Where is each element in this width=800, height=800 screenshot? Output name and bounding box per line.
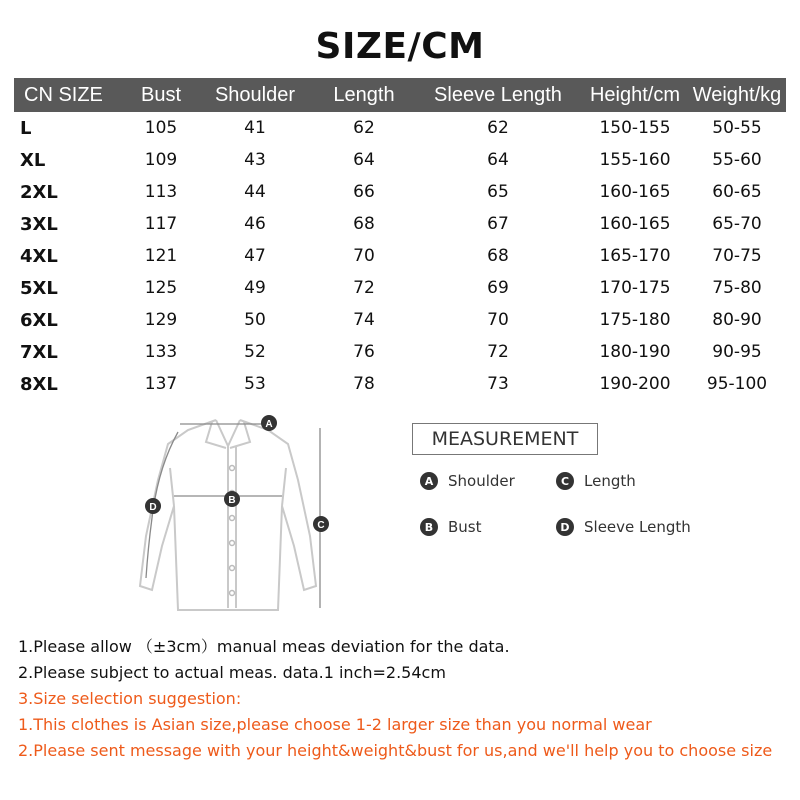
table-cell: 70-75 [712,246,762,266]
header-height: Height/cm [582,78,688,112]
table-cell: 64 [487,150,509,170]
table-cell: 117 [144,214,178,234]
legend-label: Sleeve Length [584,518,691,536]
table-row [14,368,786,400]
table-cell: 50 [244,310,266,330]
legend-label: Length [584,472,636,490]
table-cell: 160-165 [599,214,671,234]
table-cell: 60-65 [712,182,762,202]
table-cell: 129 [144,310,178,330]
table-row [14,272,786,304]
notes-section [18,634,788,764]
size-label-cell: 8XL [20,373,58,395]
table-cell: 64 [353,150,375,170]
marker-a-icon: A [420,472,438,490]
table-cell: 175-180 [599,310,671,330]
svg-text:C: C [317,520,325,531]
table-cell: 90-95 [712,342,762,362]
size-label-cell: L [20,117,32,139]
table-cell: 95-100 [706,374,768,394]
table-cell: 113 [144,182,178,202]
marker-d [145,498,161,514]
note-line: 2.Please subject to actual meas. data.1 inch=2.54cm [18,663,446,682]
legend-item-length [556,472,636,490]
table-cell: 72 [353,278,375,298]
note-line: 2.Please sent message with your height&weight&bust for us,and we'll help you to choose size [18,741,773,760]
table-cell: 41 [244,118,266,138]
size-label-cell: 6XL [20,309,58,331]
measurement-heading: MEASUREMENT [412,423,598,455]
table-row [14,208,786,240]
table-cell: 105 [144,118,178,138]
table-cell: 55-60 [712,150,762,170]
table-cell: 70 [353,246,375,266]
table-cell: 49 [244,278,266,298]
table-cell: 180-190 [599,342,671,362]
table-cell: 155-160 [599,150,671,170]
table-cell: 62 [353,118,375,138]
marker-b [224,491,240,507]
size-label-cell: 4XL [20,245,58,267]
size-label-cell: XL [20,149,46,171]
legend-label: Shoulder [448,472,515,490]
table-cell: 190-200 [599,374,671,394]
marker-c [313,516,329,532]
shirt-diagram [128,408,348,628]
table-cell: 133 [144,342,178,362]
table-row [14,176,786,208]
marker-d-icon: D [556,518,574,536]
size-label-cell: 3XL [20,213,58,235]
table-cell: 62 [487,118,509,138]
size-chart-table [14,78,786,400]
legend-item-sleeve-length [556,518,691,536]
table-cell: 150-155 [599,118,671,138]
legend-label: Bust [448,518,482,536]
header-shoulder: Shoulder [196,78,314,112]
note-line: 3.Size selection suggestion: [18,689,242,708]
table-cell: 74 [353,310,375,330]
legend-item-shoulder [420,472,515,490]
page-title: SIZE/CM [315,26,485,67]
shirt-outline-icon [140,420,316,610]
table-cell: 52 [244,342,266,362]
table-cell: 72 [487,342,509,362]
marker-b-icon: B [420,518,438,536]
table-cell: 121 [144,246,178,266]
table-cell: 80-90 [712,310,762,330]
size-label-cell: 7XL [20,341,58,363]
table-cell: 44 [244,182,266,202]
table-row [14,336,786,368]
table-cell: 170-175 [599,278,671,298]
table-cell: 76 [353,342,375,362]
marker-a [261,415,277,431]
legend-item-bust [420,518,482,536]
marker-c-icon: C [556,472,574,490]
size-label-cell: 5XL [20,277,58,299]
table-body [14,112,786,400]
table-cell: 78 [353,374,375,394]
table-cell: 46 [244,214,266,234]
table-row [14,144,786,176]
header-sleeve-length: Sleeve Length [414,78,582,112]
table-cell: 70 [487,310,509,330]
table-cell: 47 [244,246,266,266]
note-line: 1.This clothes is Asian size,please choose 1-2 larger size than you normal wear [18,715,652,734]
table-cell: 66 [353,182,375,202]
table-cell: 43 [244,150,266,170]
table-header-row [14,78,786,112]
note-line: 1.Please allow （±3cm）manual meas deviation for the data. [18,637,510,656]
table-cell: 50-55 [712,118,762,138]
table-cell: 73 [487,374,509,394]
header-bust: Bust [126,78,196,112]
table-cell: 75-80 [712,278,762,298]
table-cell: 65 [487,182,509,202]
table-row [14,304,786,336]
table-row [14,112,786,144]
size-label-cell: 2XL [20,181,58,203]
table-cell: 68 [353,214,375,234]
table-cell: 53 [244,374,266,394]
table-row [14,240,786,272]
table-cell: 160-165 [599,182,671,202]
table-cell: 68 [487,246,509,266]
header-weight: Weight/kg [688,78,786,112]
table-cell: 165-170 [599,246,671,266]
table-cell: 65-70 [712,214,762,234]
table-cell: 109 [144,150,178,170]
table-cell: 125 [144,278,178,298]
svg-text:A: A [265,419,273,430]
header-cn-size: CN SIZE [14,78,126,112]
header-length: Length [314,78,414,112]
svg-text:D: D [149,502,157,513]
table-cell: 137 [144,374,178,394]
svg-text:B: B [228,495,236,506]
table-cell: 67 [487,214,509,234]
table-cell: 69 [487,278,509,298]
